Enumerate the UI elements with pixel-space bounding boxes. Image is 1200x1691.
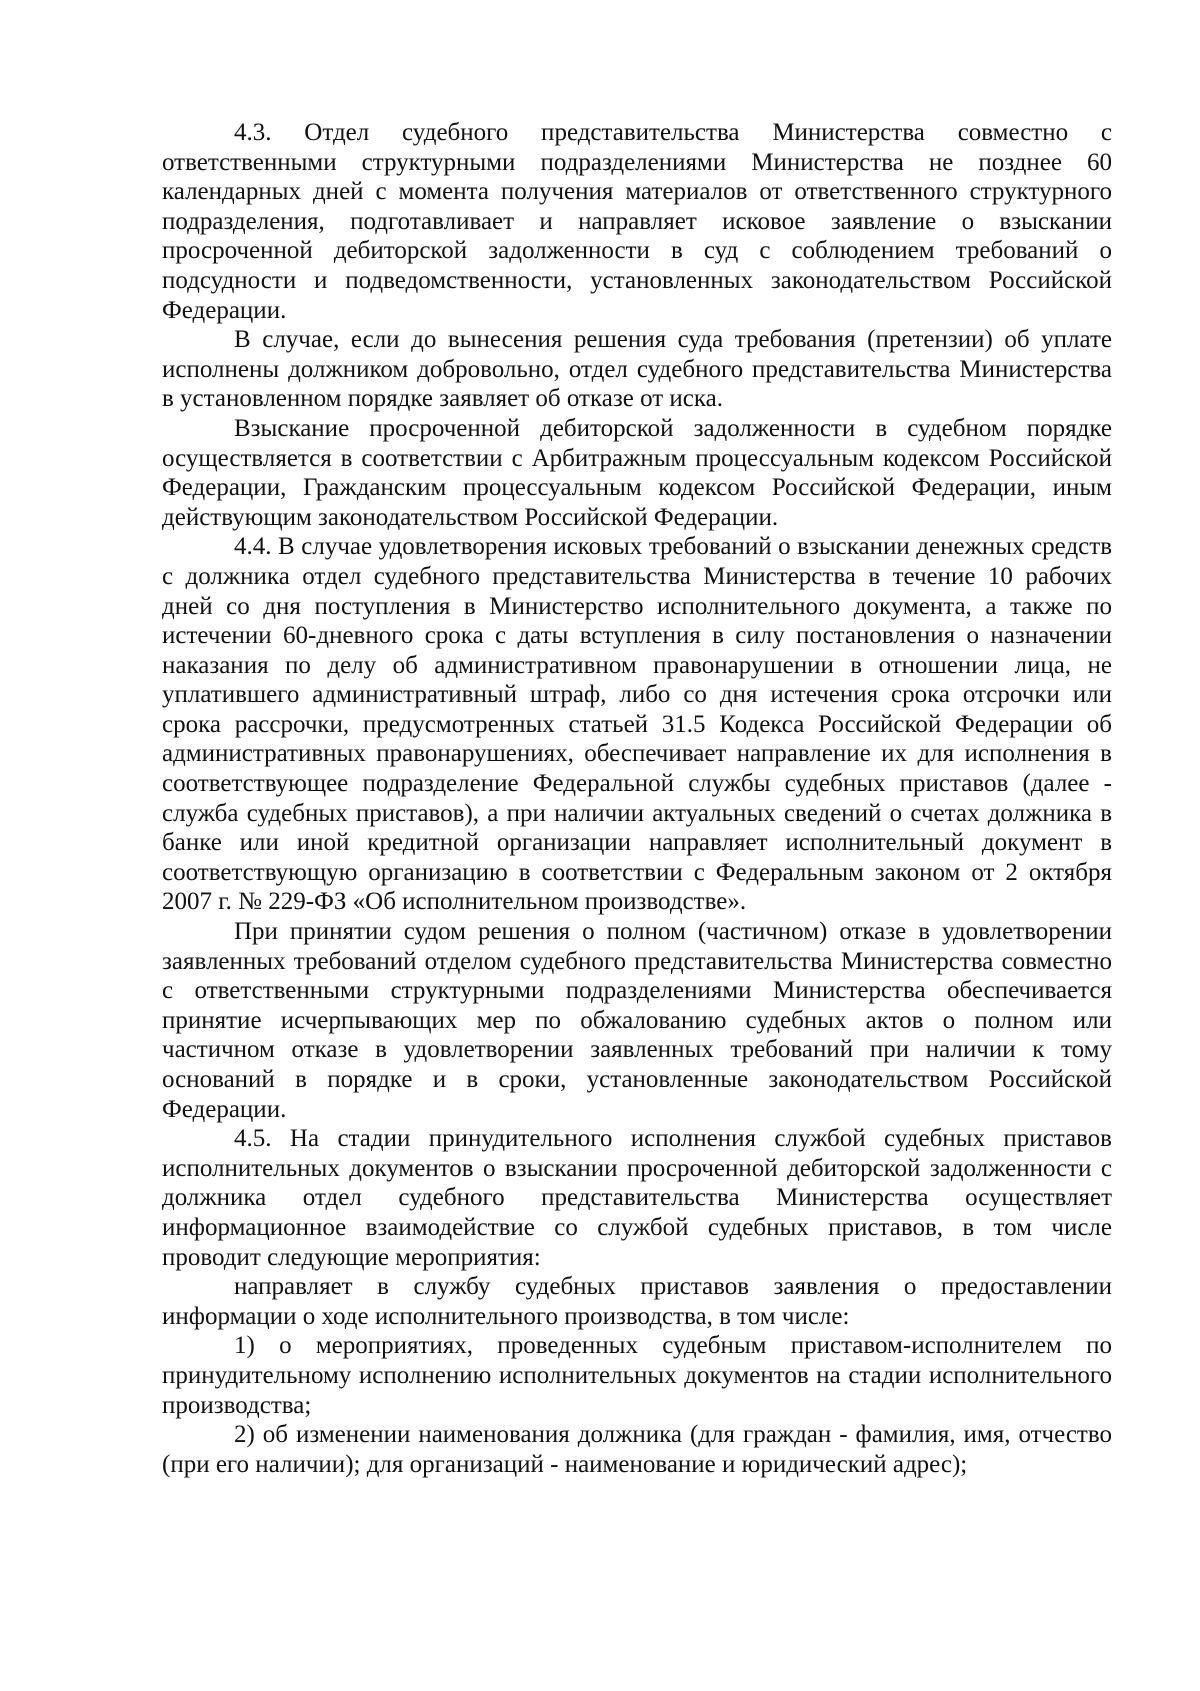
paragraph-4-4: 4.4. В случае удовлетворения исковых требований о взыскании денежных средств с должника отдел судебного представительства Министерства в течение 10 рабочих дней со дня поступления в Министерство исполнительного документа, а также по истечении 60-дневного срока с даты вступления в силу постановления о назначении наказания по делу об административном правонарушении в отношении лица, не уплатившего административный штраф, либо со дня истечения срока отсрочки или срока рассрочки, предусмотренных статьей 31.5 Кодекса Российской Федерации об административных правонарушениях, обеспечивает направление их для исполнения в соответствующее подразделение Федеральной службы судебных приставов (далее - служба судебных приставов), а при наличии актуальных сведений о счетах должника в банке или иной кредитной организации направляет исполнительный документ в соответствующую организацию в соответствии с Федеральным законом от 2 октября 2007 г. № 229-ФЗ «Об исполнительном производстве».: [162, 533, 1112, 916]
list-item-1: 1) о мероприятиях, проведенных судебным приставом-исполнителем по принудительному исполнению исполнительных документов на стадии исполнительного производства;: [162, 1332, 1112, 1419]
paragraph-appeal: При принятии судом решения о полном (частичном) отказе в удовлетворении заявленных требований отделом судебного представительства Министерства совместно с ответственными структурными подразделениями Министерства обеспечивается принятие исчерпывающих мер по обжалованию судебных актов о полном или частичном отказе в удовлетворении заявленных требований при наличии к тому оснований в порядке и в сроки, установленные законодательством Российской Федерации.: [162, 918, 1112, 1123]
paragraph-4-5: 4.5. На стадии принудительного исполнения службой судебных приставов исполнительных документов о взыскании просроченной дебиторской задолженности с должника отдел судебного представительства Министерства осуществляет информационное взаимодействие со службой судебных приставов, в том числе проводит следующие мероприятия:: [162, 1125, 1112, 1271]
paragraph-information-request: направляет в службу судебных приставов заявления о предоставлении информации о ходе исполнительного производства, в том числе:: [162, 1273, 1112, 1330]
paragraph-judicial-recovery: Взыскание просроченной дебиторской задолженности в судебном порядке осуществляется в соответствии с Арбитражным процессуальным кодексом Российской Федерации, Гражданским процессуальным кодексом Российской Федерации, иным действующим законодательством Российской Федерации.: [162, 414, 1112, 531]
paragraph-claim-withdrawal: В случае, если до вынесения решения суда требования (претензии) об уплате исполнены должником добровольно, отдел судебного представительства Министерства в установленном порядке заявляет об отказе от иска.: [162, 326, 1112, 413]
list-item-2: 2) об изменении наименования должника (для граждан - фамилия, имя, отчество (при его наличии); для организаций - наименование и юридический адрес);: [162, 1421, 1112, 1478]
paragraph-4-3: 4.3. Отдел судебного представительства Министерства совместно с ответственными структурными подразделениями Министерства не позднее 60 календарных дней с момента получения материалов от ответственного структурного подразделения, подготавливает и направляет исковое заявление о взыскании просроченной дебиторской задолженности в суд с соблюдением требований о подсудности и подведомственности, установленных законодательством Российской Федерации.: [162, 119, 1112, 324]
document-page: [162, 118, 1112, 1479]
